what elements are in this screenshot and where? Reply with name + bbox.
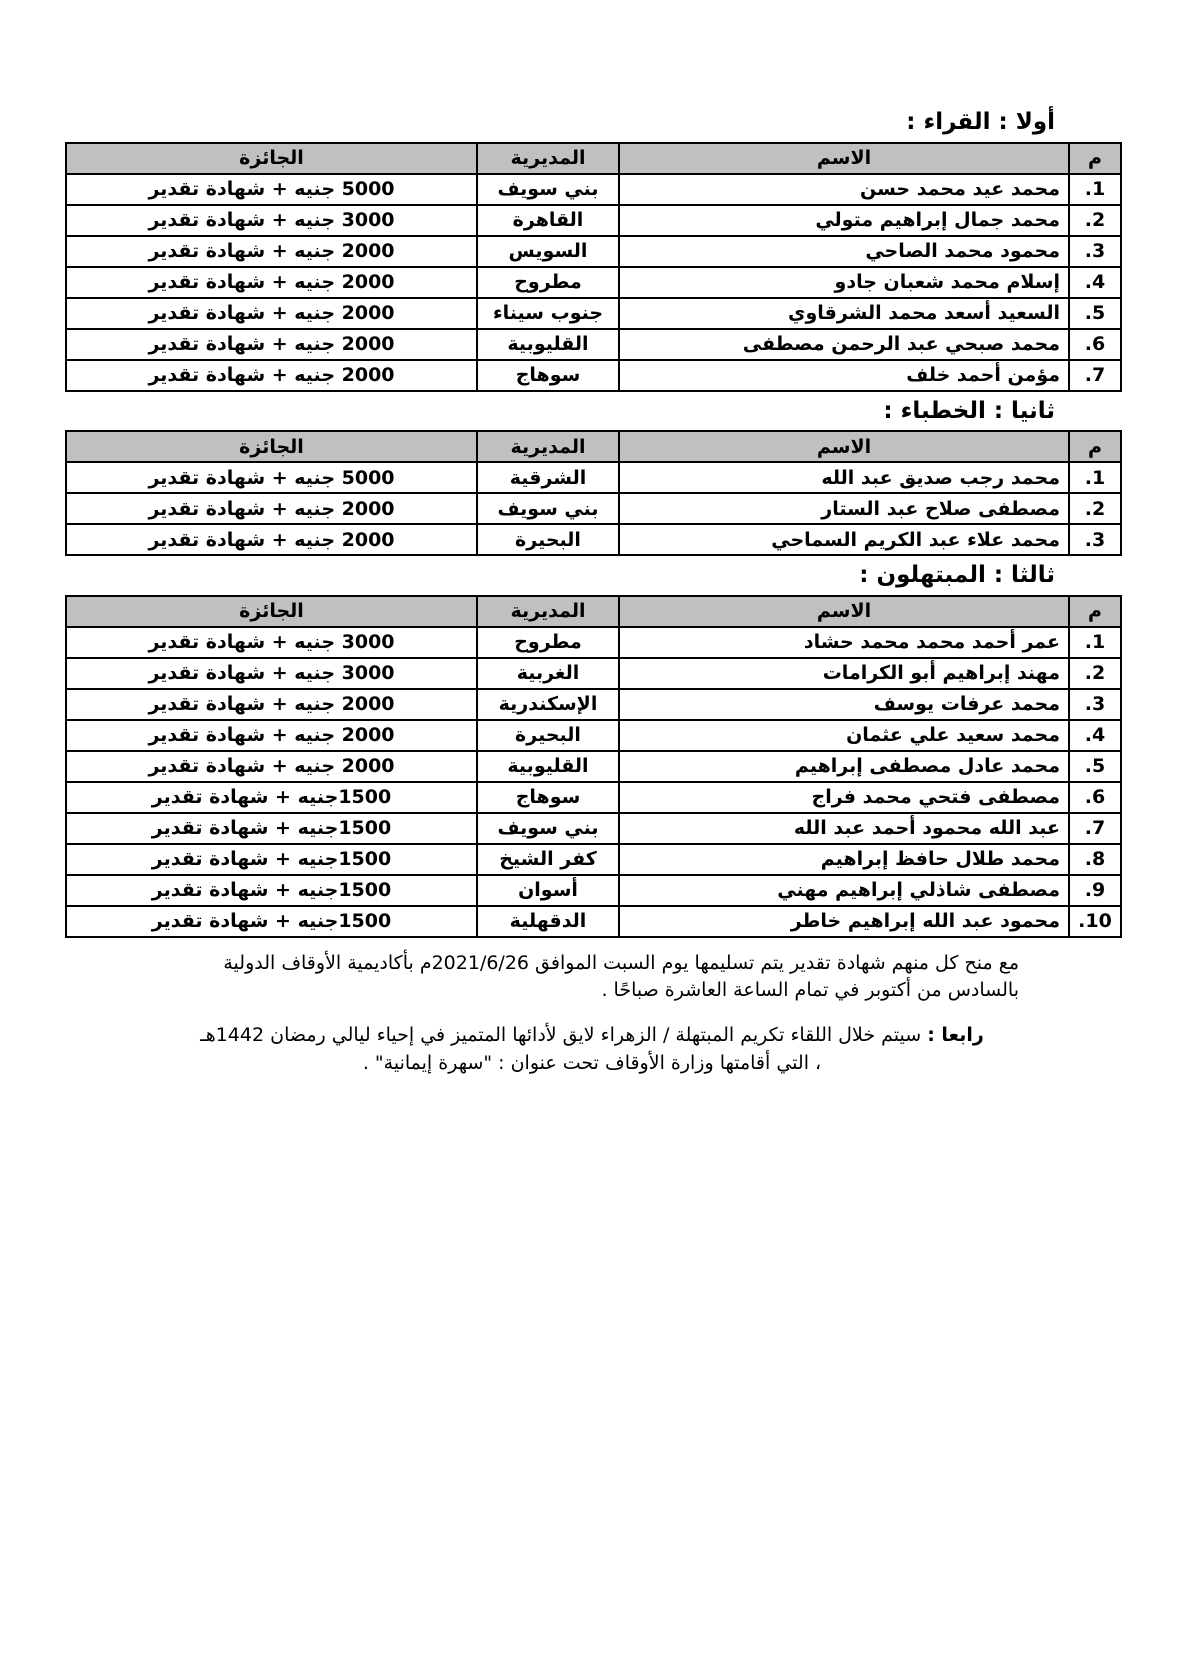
prize-value: 2000 جنيه + شهادة تقدير <box>66 329 477 360</box>
directorate-name: أسوان <box>477 875 619 906</box>
prize-value: 2000 جنيه + شهادة تقدير <box>66 236 477 267</box>
directorate-name: البحيرة <box>477 524 619 555</box>
row-number: 1. <box>1069 627 1121 658</box>
person-name: السعيد أسعد محمد الشرقاوي <box>619 298 1069 329</box>
person-name: محمد سعيد علي عثمان <box>619 720 1069 751</box>
table-row <box>66 906 1121 937</box>
row-number: 10. <box>1069 906 1121 937</box>
table-row <box>66 813 1121 844</box>
directorate-name: بني سويف <box>477 493 619 524</box>
col-header-directorate: المديرية <box>477 596 619 627</box>
table-row <box>66 236 1121 267</box>
person-name: محمد عادل مصطفى إبراهيم <box>619 751 1069 782</box>
person-name: محمد عرفات يوسف <box>619 689 1069 720</box>
col-header-prize: الجائزة <box>66 596 477 627</box>
prize-value: 3000 جنيه + شهادة تقدير <box>66 205 477 236</box>
row-number: 3. <box>1069 524 1121 555</box>
row-number: 4. <box>1069 720 1121 751</box>
directorate-name: بني سويف <box>477 813 619 844</box>
directorate-name: الغربية <box>477 658 619 689</box>
table-row <box>66 360 1121 391</box>
directorate-name: سوهاج <box>477 360 619 391</box>
row-number: 3. <box>1069 689 1121 720</box>
person-name: عمر أحمد محمد محمد حشاد <box>619 627 1069 658</box>
person-name: محمد عيد محمد حسن <box>619 174 1069 205</box>
table-row <box>66 462 1121 493</box>
person-name: إسلام محمد شعبان جادو <box>619 267 1069 298</box>
prize-value: 1500جنيه + شهادة تقدير <box>66 906 477 937</box>
section-title-munshids: ثالثا : المبتهلون : <box>859 562 1055 589</box>
directorate-name: كفر الشيخ <box>477 844 619 875</box>
person-name: مصطفى فتحي محمد فراج <box>619 782 1069 813</box>
directorate-name: بني سويف <box>477 174 619 205</box>
row-number: 2. <box>1069 658 1121 689</box>
person-name: مهند إبراهيم أبو الكرامات <box>619 658 1069 689</box>
row-number: 5. <box>1069 751 1121 782</box>
row-number: 4. <box>1069 267 1121 298</box>
prize-value: 3000 جنيه + شهادة تقدير <box>66 658 477 689</box>
table-row <box>66 782 1121 813</box>
person-name: مصطفى صلاح عبد الستار <box>619 493 1069 524</box>
prize-value: 2000 جنيه + شهادة تقدير <box>66 267 477 298</box>
directorate-name: مطروح <box>477 627 619 658</box>
directorate-name: القاهرة <box>477 205 619 236</box>
person-name: محمد جمال إبراهيم متولي <box>619 205 1069 236</box>
prize-value: 2000 جنيه + شهادة تقدير <box>66 689 477 720</box>
table-row <box>66 751 1121 782</box>
table-row <box>66 844 1121 875</box>
table-row <box>66 658 1121 689</box>
prize-value: 1500جنيه + شهادة تقدير <box>66 813 477 844</box>
table-row <box>66 267 1121 298</box>
person-name: محمود عبد الله إبراهيم خاطر <box>619 906 1069 937</box>
row-number: 9. <box>1069 875 1121 906</box>
preachers-table <box>65 430 1122 556</box>
prize-value: 1500جنيه + شهادة تقدير <box>66 844 477 875</box>
row-number: 8. <box>1069 844 1121 875</box>
table-header-row <box>66 431 1121 462</box>
directorate-name: البحيرة <box>477 720 619 751</box>
table-row <box>66 493 1121 524</box>
prize-value: 2000 جنيه + شهادة تقدير <box>66 524 477 555</box>
person-name: محمد علاء عبد الكريم السماحي <box>619 524 1069 555</box>
directorate-name: القليوبية <box>477 329 619 360</box>
row-number: 1. <box>1069 462 1121 493</box>
row-number: 5. <box>1069 298 1121 329</box>
prize-value: 2000 جنيه + شهادة تقدير <box>66 360 477 391</box>
table-row <box>66 298 1121 329</box>
col-header-number: م <box>1069 596 1121 627</box>
person-name: محمد صبحي عبد الرحمن مصطفى <box>619 329 1069 360</box>
row-number: 6. <box>1069 782 1121 813</box>
table-row <box>66 174 1121 205</box>
row-number: 1. <box>1069 174 1121 205</box>
directorate-name: القليوبية <box>477 751 619 782</box>
table-header-row <box>66 143 1121 174</box>
row-number: 2. <box>1069 205 1121 236</box>
footer-note-fourth <box>197 1021 987 1078</box>
section-title-reciters: أولا : القراء : <box>906 109 1055 135</box>
col-header-number: م <box>1069 143 1121 174</box>
col-header-directorate: المديرية <box>477 431 619 462</box>
row-number: 7. <box>1069 360 1121 391</box>
person-name: مؤمن أحمد خلف <box>619 360 1069 391</box>
table-row <box>66 689 1121 720</box>
row-number: 3. <box>1069 236 1121 267</box>
prize-value: 1500جنيه + شهادة تقدير <box>66 782 477 813</box>
col-header-name: الاسم <box>619 431 1069 462</box>
directorate-name: الإسكندرية <box>477 689 619 720</box>
munshids-table <box>65 595 1122 938</box>
person-name: محمود محمد الصاحي <box>619 236 1069 267</box>
directorate-name: الدقهلية <box>477 906 619 937</box>
directorate-name: مطروح <box>477 267 619 298</box>
person-name: عبد الله محمود أحمد عبد الله <box>619 813 1069 844</box>
directorate-name: الشرقية <box>477 462 619 493</box>
person-name: محمد طلال حافظ إبراهيم <box>619 844 1069 875</box>
col-header-name: الاسم <box>619 143 1069 174</box>
prize-value: 2000 جنيه + شهادة تقدير <box>66 720 477 751</box>
col-header-prize: الجائزة <box>66 431 477 462</box>
footer-note-certificate-delivery: مع منح كل منهم شهادة تقدير يتم تسليمها يوم السبت الموافق 2021/6/26م بأكاديمية الأوقاف الدولية بالسادس من أكتوبر في تمام الساعة العاشرة صباحًا . <box>223 951 1019 1002</box>
col-header-prize: الجائزة <box>66 143 477 174</box>
prize-value: 5000 جنيه + شهادة تقدير <box>66 174 477 205</box>
table-row <box>66 524 1121 555</box>
table-row <box>66 627 1121 658</box>
fourth-text: سيتم خلال اللقاء تكريم المبتهلة / الزهراء لايق لأدائها المتميز في إحياء ليالي رمضان 1442هـ ، التي أقامتها وزارة الأوقاف تحت عنوان : "سهرة إيمانية" . <box>200 1023 922 1075</box>
col-header-name: الاسم <box>619 596 1069 627</box>
directorate-name: السويس <box>477 236 619 267</box>
prize-value: 2000 جنيه + شهادة تقدير <box>66 493 477 524</box>
prize-value: 5000 جنيه + شهادة تقدير <box>66 462 477 493</box>
table-row <box>66 329 1121 360</box>
prize-value: 1500جنيه + شهادة تقدير <box>66 875 477 906</box>
prize-value: 2000 جنيه + شهادة تقدير <box>66 751 477 782</box>
directorate-name: جنوب سيناء <box>477 298 619 329</box>
row-number: 6. <box>1069 329 1121 360</box>
directorate-name: سوهاج <box>477 782 619 813</box>
row-number: 7. <box>1069 813 1121 844</box>
table-row <box>66 205 1121 236</box>
prize-value: 2000 جنيه + شهادة تقدير <box>66 298 477 329</box>
person-name: مصطفى شاذلي إبراهيم مهني <box>619 875 1069 906</box>
row-number: 2. <box>1069 493 1121 524</box>
table-header-row <box>66 596 1121 627</box>
col-header-number: م <box>1069 431 1121 462</box>
table-row <box>66 720 1121 751</box>
section-title-preachers: ثانيا : الخطباء : <box>883 397 1055 424</box>
prize-value: 3000 جنيه + شهادة تقدير <box>66 627 477 658</box>
person-name: محمد رجب صديق عبد الله <box>619 462 1069 493</box>
table-row <box>66 875 1121 906</box>
reciters-table <box>65 142 1122 392</box>
fourth-label: رابعا : <box>927 1023 984 1046</box>
col-header-directorate: المديرية <box>477 143 619 174</box>
